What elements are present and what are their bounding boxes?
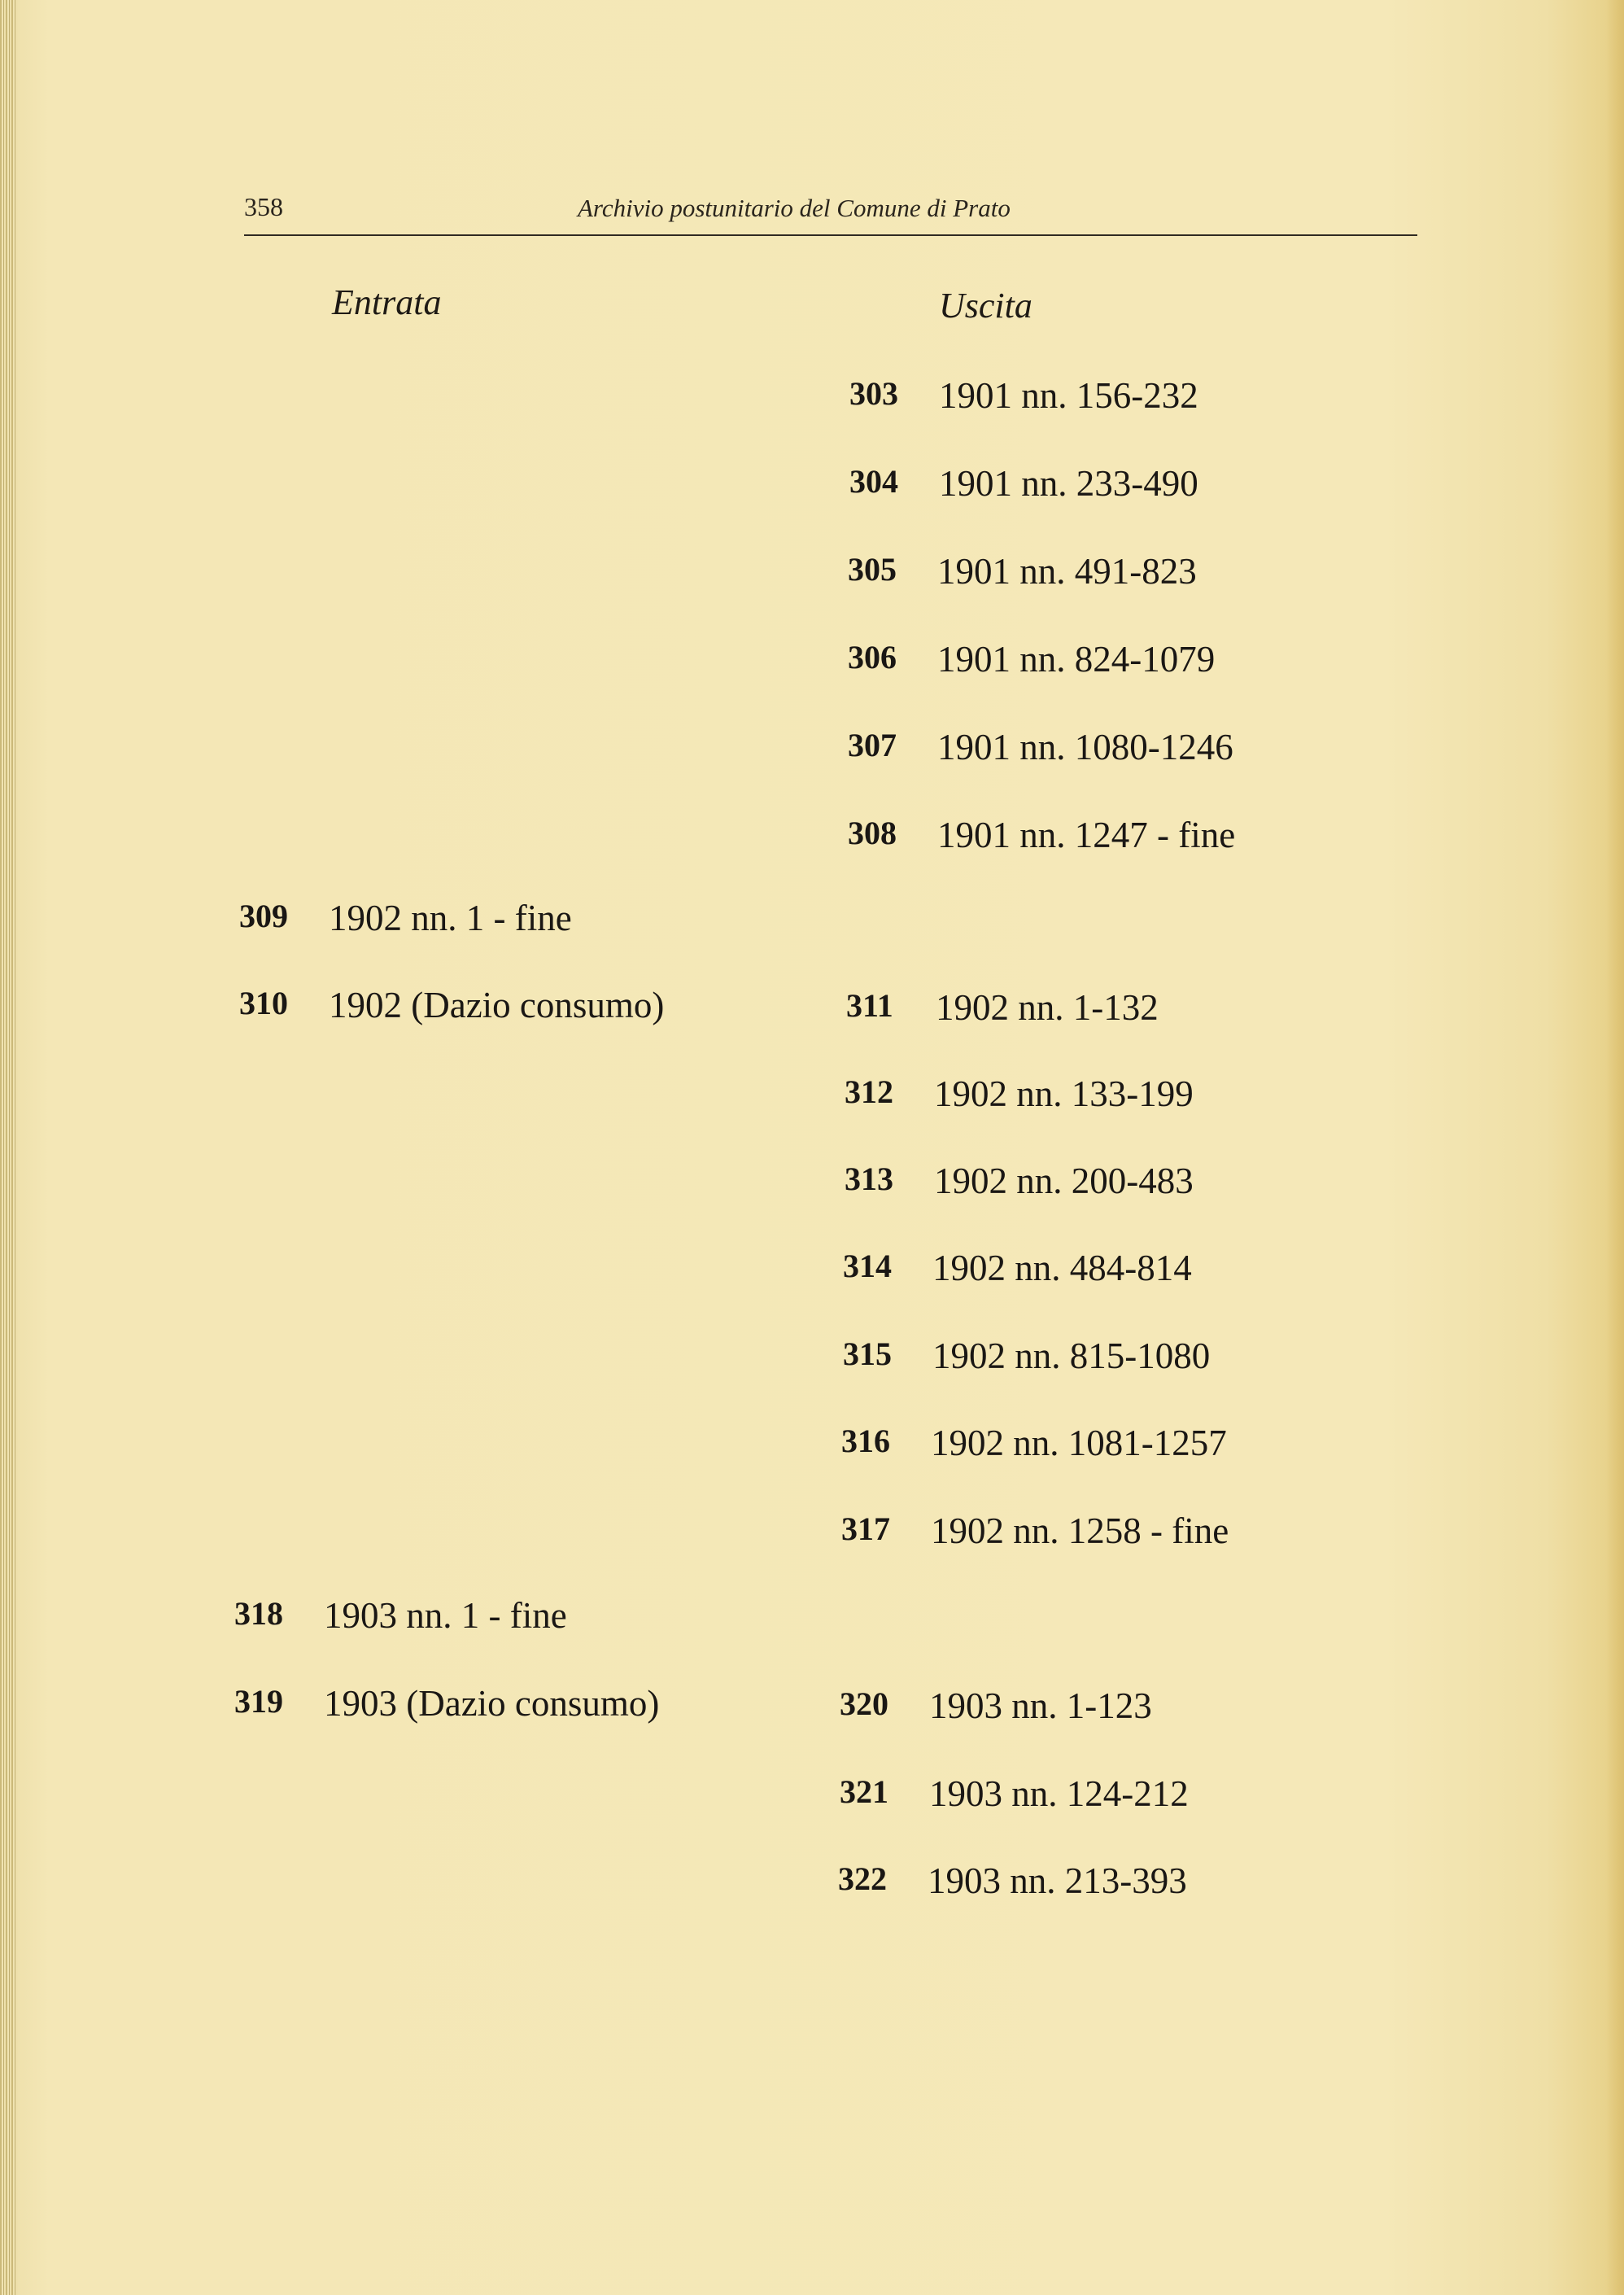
page-right-edge <box>1606 0 1624 2295</box>
entry-number: 309 <box>239 898 288 934</box>
entry-number: 303 <box>849 375 898 412</box>
entry-number: 305 <box>848 551 897 588</box>
header-rule <box>244 234 1417 236</box>
entry-number: 317 <box>841 1510 890 1547</box>
entry-description: 1901 nn. 1247 - fine <box>937 815 1236 855</box>
entry-description: 1901 nn. 233-490 <box>939 463 1198 504</box>
entry-number: 316 <box>841 1423 890 1459</box>
entry-description: 1902 nn. 1081-1257 <box>931 1423 1227 1463</box>
entry-description: 1903 nn. 213-393 <box>928 1860 1187 1901</box>
entry-number: 319 <box>234 1683 283 1720</box>
entry-number: 318 <box>234 1595 283 1632</box>
entry-description: 1903 nn. 1-123 <box>929 1685 1152 1726</box>
column-heading-uscita: Uscita <box>939 286 1032 326</box>
entry-description: 1902 nn. 1 - fine <box>329 898 572 938</box>
entry-number: 304 <box>849 463 898 500</box>
running-header <box>244 192 1416 233</box>
entry-description: 1901 nn. 1080-1246 <box>937 727 1233 767</box>
entry-number: 306 <box>848 639 897 675</box>
entry-number: 313 <box>845 1161 893 1197</box>
entry-number: 307 <box>848 727 897 763</box>
entry-description: 1902 nn. 484-814 <box>932 1248 1192 1288</box>
entry-description: 1901 nn. 491-823 <box>937 551 1197 592</box>
entry-description: 1902 nn. 133-199 <box>934 1073 1194 1114</box>
entry-number: 308 <box>848 815 897 851</box>
entry-number: 312 <box>845 1073 893 1110</box>
entry-number: 320 <box>840 1685 888 1722</box>
book-spine-edge <box>0 0 16 2295</box>
entry-description: 1901 nn. 156-232 <box>939 375 1198 416</box>
entry-number: 322 <box>838 1860 887 1897</box>
entry-number: 315 <box>843 1335 892 1372</box>
entry-description: 1903 nn. 124-212 <box>929 1773 1189 1814</box>
entry-number: 310 <box>239 985 288 1021</box>
entry-description: 1902 (Dazio consumo) <box>329 985 665 1025</box>
entry-description: 1903 (Dazio consumo) <box>324 1683 660 1724</box>
entry-number: 311 <box>846 987 893 1024</box>
entry-description: 1901 nn. 824-1079 <box>937 639 1216 680</box>
entry-number: 314 <box>843 1248 892 1284</box>
entry-description: 1903 nn. 1 - fine <box>324 1595 567 1636</box>
entry-description: 1902 nn. 815-1080 <box>932 1335 1211 1376</box>
entry-description: 1902 nn. 1258 - fine <box>931 1510 1229 1551</box>
running-title: Archivio postunitario del Comune di Prato <box>578 194 1011 222</box>
entry-description: 1902 nn. 200-483 <box>934 1161 1194 1201</box>
page-number: 358 <box>244 192 283 221</box>
entry-number: 321 <box>840 1773 888 1810</box>
entry-description: 1902 nn. 1-132 <box>936 987 1159 1028</box>
column-heading-entrata: Entrata <box>332 282 442 322</box>
